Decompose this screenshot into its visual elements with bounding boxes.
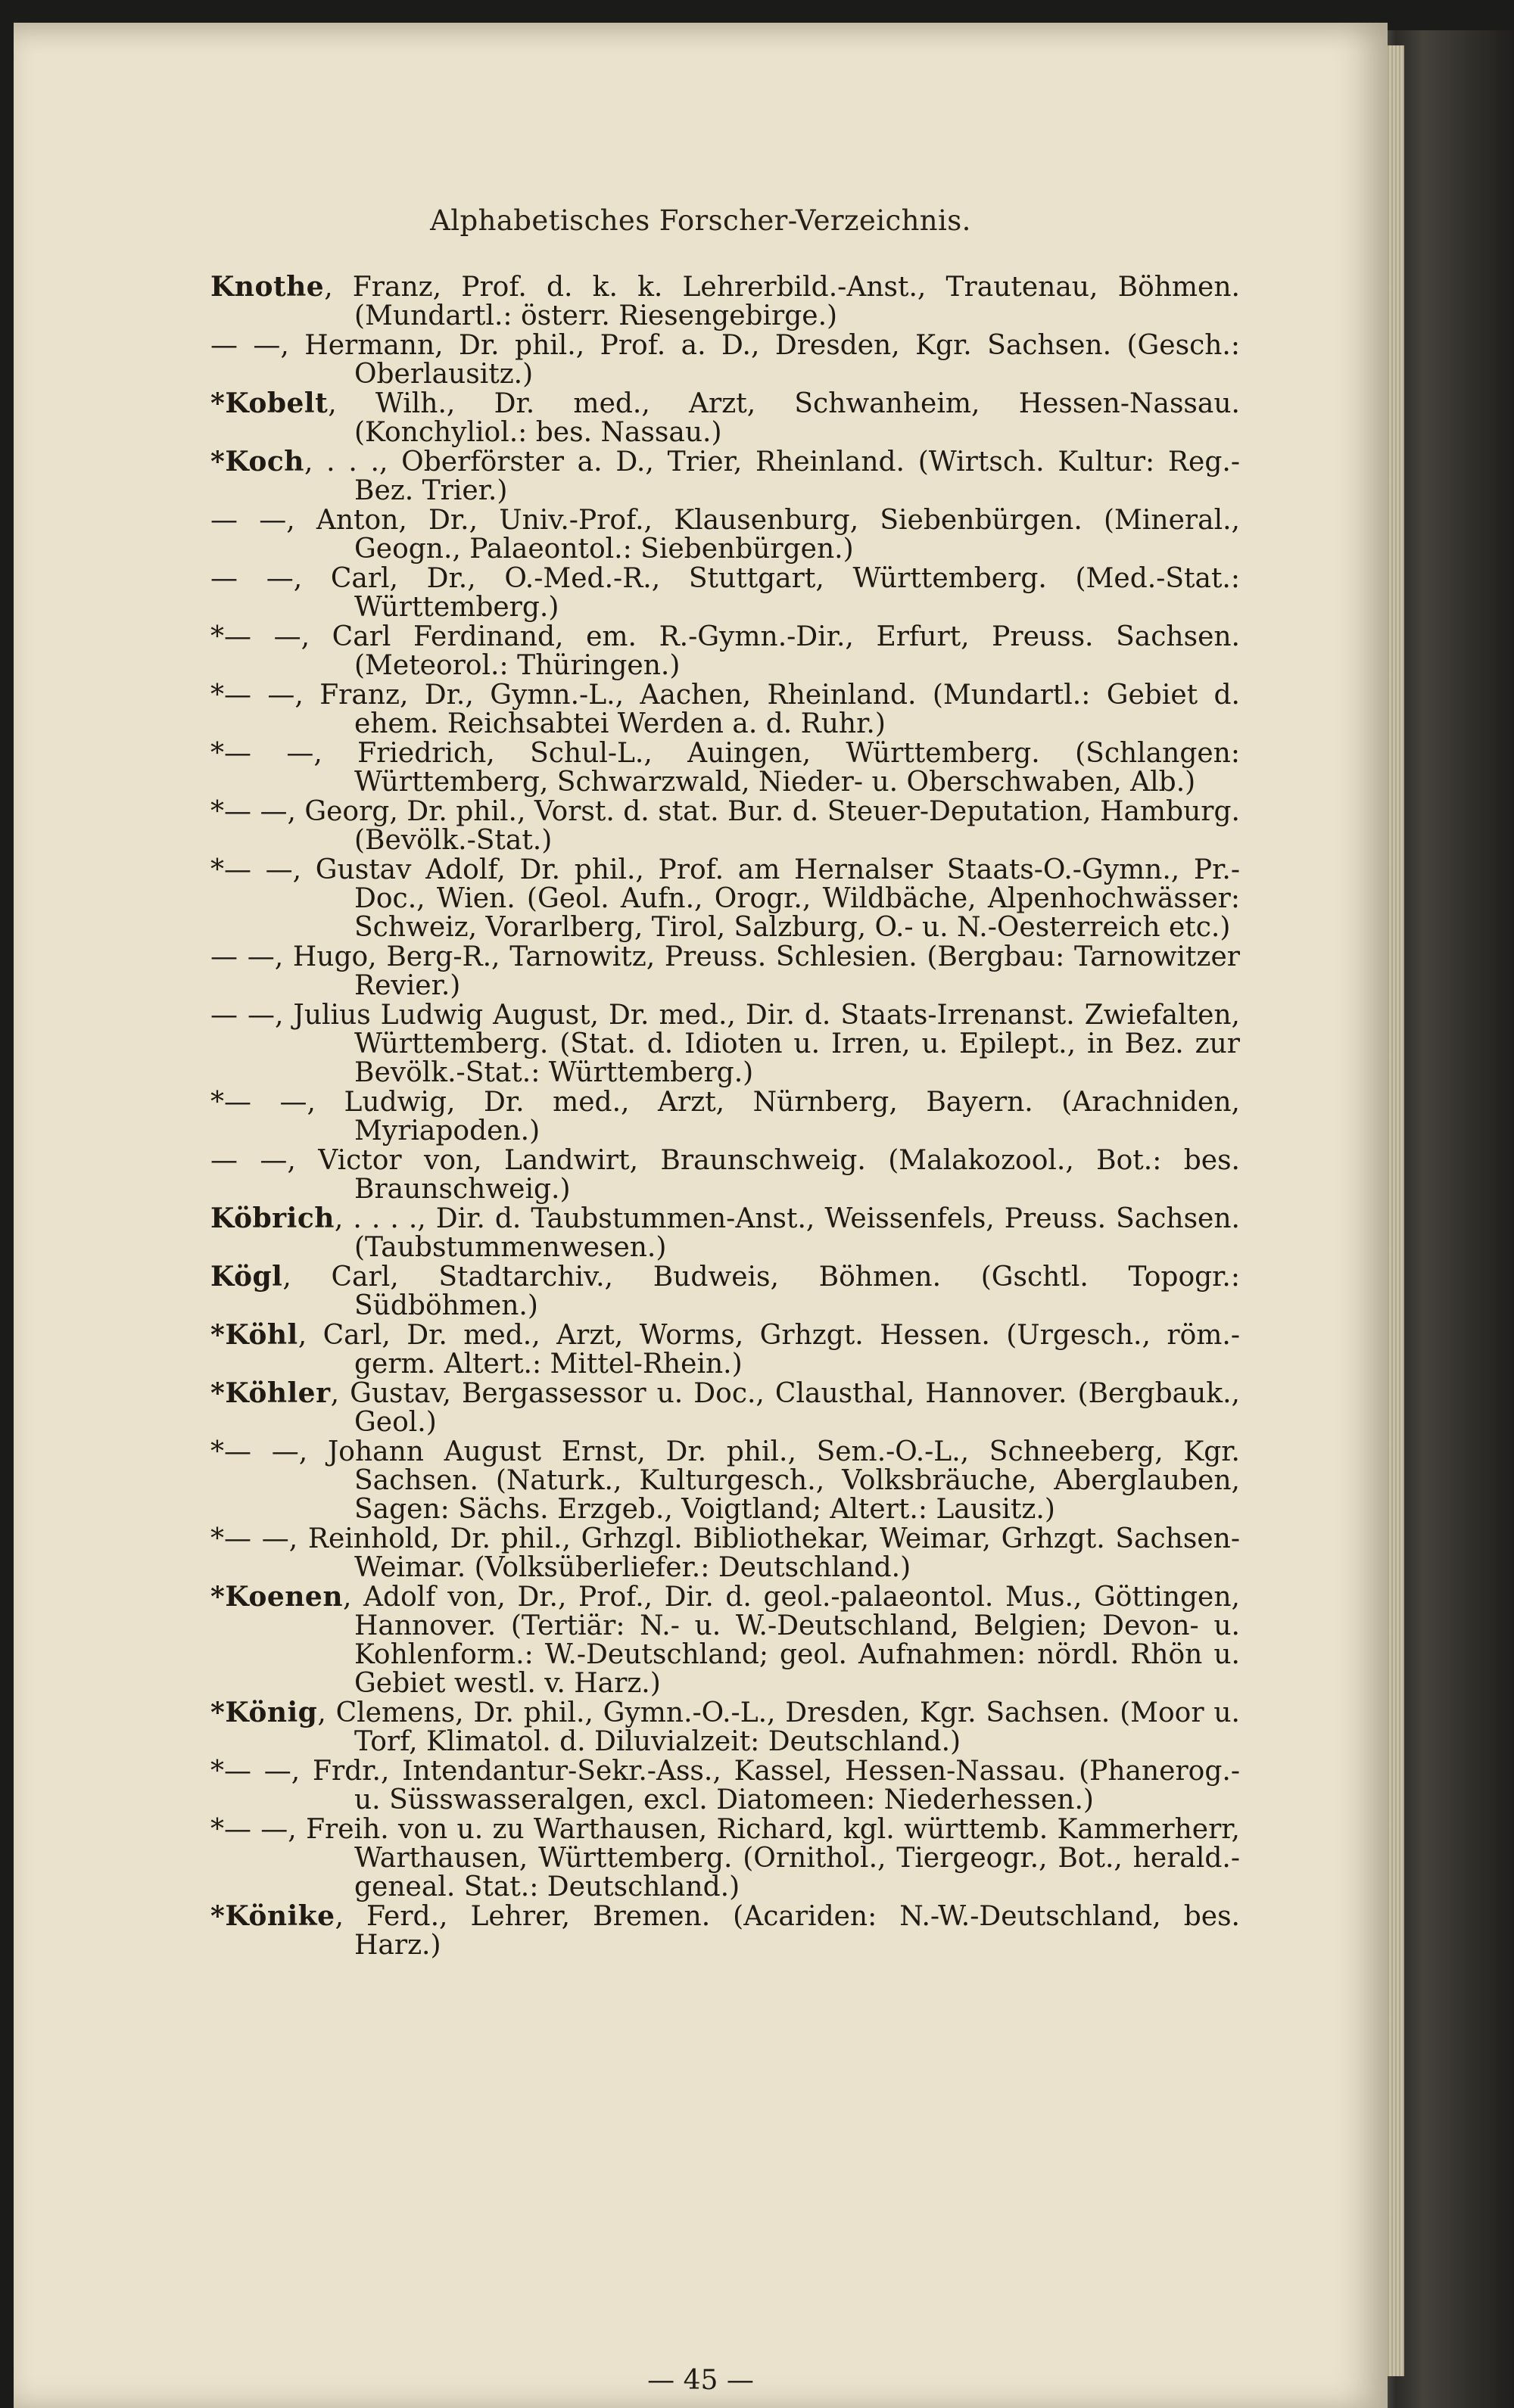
list-item — [210, 739, 1240, 797]
entry-text: , . . ., Oberförster a. D., Trier, Rheinland. (Wirtsch. Kultur: Reg.-Bez. Trier.) — [304, 446, 1240, 506]
entry-text: , . . . ., Dir. d. Taubstummen-Anst., Weissenfels, Preuss. Sachsen. (Taubstummenwesen.) — [334, 1203, 1240, 1263]
entry-text: *— —, Ludwig, Dr. med., Arzt, Nürnberg, Bayern. (Arachniden, Myriapoden.) — [210, 1087, 1240, 1146]
list-item — [210, 447, 1240, 506]
page-number: — 45 — — [647, 2365, 754, 2396]
list-item — [210, 1815, 1240, 1902]
entry-text: — —, Victor von, Landwirt, Braunschweig. (Malakozool., Bot.: bes. Braunschweig.) — [210, 1145, 1240, 1205]
list-item — [210, 1000, 1240, 1087]
list-item — [210, 1756, 1240, 1815]
entry-text: — —, Anton, Dr., Univ.-Prof., Klausenburg, Siebenbürgen. (Mineral., Geogn., Palaeontol.: Siebenbürgen.) — [210, 505, 1240, 565]
entry-name: Knothe — [210, 271, 325, 303]
list-item — [210, 1262, 1240, 1321]
entry-text: *— —, Georg, Dr. phil., Vorst. d. stat. Bur. d. Steuer-Deputation, Hamburg. (Bevölk.-Stat.) — [210, 796, 1240, 856]
entry-name: Köbrich — [210, 1202, 335, 1234]
list-item — [210, 564, 1240, 622]
entry-text: , Ferd., Lehrer, Bremen. (Acariden: N.-W.-Deutschland, bes. Harz.) — [335, 1901, 1240, 1961]
entry-text: *— —, Friedrich, Schul-L., Auingen, Württemberg. (Schlangen: Württemberg, Schwarzwald, Nieder- u. Oberschwaben, Alb.) — [210, 738, 1240, 798]
entry-name: *Köhl — [210, 1319, 298, 1351]
entry-name: *Kobelt — [210, 387, 329, 419]
entry-text: *— —, Franz, Dr., Gymn.-L., Aachen, Rheinland. (Mundartl.: Gebiet d. ehem. Reichsabtei Werden a. d. Ruhr.) — [210, 680, 1240, 739]
entry-list — [210, 272, 1240, 1960]
entry-name: *König — [210, 1697, 318, 1728]
entry-text: — —, Carl, Dr., O.-Med.-R., Stuttgart, Württemberg. (Med.-Stat.: Württemberg.) — [210, 563, 1240, 623]
entry-text: , Clemens, Dr. phil., Gymn.-O.-L., Dresden, Kgr. Sachsen. (Moor u. Torf, Klimatol. d. Diluvialzeit: Deutschland.) — [317, 1697, 1240, 1757]
entry-name: *Koch — [210, 446, 304, 478]
list-item — [210, 1321, 1240, 1379]
list-item — [210, 1146, 1240, 1204]
entry-text: *— —, Gustav Adolf, Dr. phil., Prof. am Hernalser Staats-O.-Gymn., Pr.-Doc., Wien. (Geol. Aufn., Orogr., Wildbäche, Alpenhochwässer: Schweiz, Vorarlberg, Tirol, Salzburg, O.- u. N.-Oesterreich etc.) — [210, 854, 1240, 943]
list-item — [210, 1902, 1240, 1960]
list-item — [210, 797, 1240, 855]
list-item — [210, 331, 1240, 389]
entry-name: *Könike — [210, 1900, 335, 1932]
entry-text: , Wilh., Dr. med., Arzt, Schwanheim, Hessen-Nassau. (Konchyliol.: bes. Nassau.) — [328, 388, 1240, 448]
list-item — [210, 1087, 1240, 1146]
list-item — [210, 1524, 1240, 1582]
entry-name: *Koenen — [210, 1581, 343, 1613]
page-header: Alphabetisches Forscher-Verzeichnis. — [430, 204, 971, 237]
list-item — [210, 506, 1240, 564]
entry-text: *— —, Frdr., Intendantur-Sekr.-Ass., Kassel, Hessen-Nassau. (Phanerog.- u. Süsswasseralgen, excl. Diatomeen: Niederhessen.) — [210, 1756, 1240, 1815]
list-item — [210, 855, 1240, 942]
entry-text: *— —, Johann August Ernst, Dr. phil., Sem.-O.-L., Schneeberg, Kgr. Sachsen. (Naturk., Kulturgesch., Volksbräuche, Aberglauben, Sagen: Sächs. Erzgeb., Voigtland; Altert.: Lausitz.) — [210, 1436, 1240, 1525]
entry-text: , Carl, Stadtarchiv., Budweis, Böhmen. (Gschtl. Topogr.: Südböhmen.) — [282, 1262, 1240, 1321]
list-item — [210, 622, 1240, 680]
entry-name: *Köhler — [210, 1377, 331, 1409]
entry-text: , Gustav, Bergassessor u. Doc., Clausthal, Hannover. (Bergbauk., Geol.) — [330, 1378, 1240, 1438]
list-item — [210, 1698, 1240, 1756]
entry-text: , Carl, Dr. med., Arzt, Worms, Grhzgt. Hessen. (Urgesch., röm.-germ. Altert.: Mittel-Rhein.) — [298, 1320, 1240, 1380]
entry-text: , Adolf von, Dr., Prof., Dir. d. geol.-palaeontol. Mus., Göttingen, Hannover. (Tertiär: N.- u. W.-Deutschland, Belgien; Devon- u. Kohlenform.: W.-Deutschland; geol. Aufnahmen: nördl. Rhön u. Gebiet westl. v. Harz.) — [343, 1582, 1240, 1699]
entry-text: — —, Julius Ludwig August, Dr. med., Dir. d. Staats-Irrenanst. Zwiefalten, Württemberg. (Stat. d. Idioten u. Irren, u. Epilept., in Bez. zur Bevölk.-Stat.: Württemberg.) — [210, 1000, 1240, 1088]
list-item — [210, 1379, 1240, 1437]
entry-text: — —, Hermann, Dr. phil., Prof. a. D., Dresden, Kgr. Sachsen. (Gesch.: Oberlausitz.) — [210, 330, 1240, 390]
list-item — [210, 389, 1240, 447]
entry-text: , Franz, Prof. d. k. k. Lehrerbild.-Anst., Trautenau, Böhmen. (Mundartl.: österr. Riesengebirge.) — [324, 272, 1240, 331]
list-item — [210, 942, 1240, 1000]
page — [14, 23, 1388, 2408]
list-item — [210, 1437, 1240, 1524]
entry-text: — —, Hugo, Berg-R., Tarnowitz, Preuss. Schlesien. (Bergbau: Tarnowitzer Revier.) — [210, 941, 1240, 1001]
entry-text: *— —, Freih. von u. zu Warthausen, Richard, kgl. württemb. Kammerherr, Warthausen, Württemberg. (Ornithol., Tiergeogr., Bot., herald.-geneal. Stat.: Deutschland.) — [210, 1814, 1240, 1902]
entry-text: *— —, Carl Ferdinand, em. R.-Gymn.-Dir., Erfurt, Preuss. Sachsen. (Meteorol.: Thüringen.) — [210, 621, 1240, 681]
list-item — [210, 1204, 1240, 1262]
entry-text: *— —, Reinhold, Dr. phil., Grhzgl. Bibliothekar, Weimar, Grhzgt. Sachsen-Weimar. (Volksüberliefer.: Deutschland.) — [210, 1523, 1240, 1583]
list-item — [210, 272, 1240, 331]
list-item — [210, 680, 1240, 739]
list-item — [210, 1582, 1240, 1698]
entry-name: Kögl — [210, 1261, 283, 1293]
